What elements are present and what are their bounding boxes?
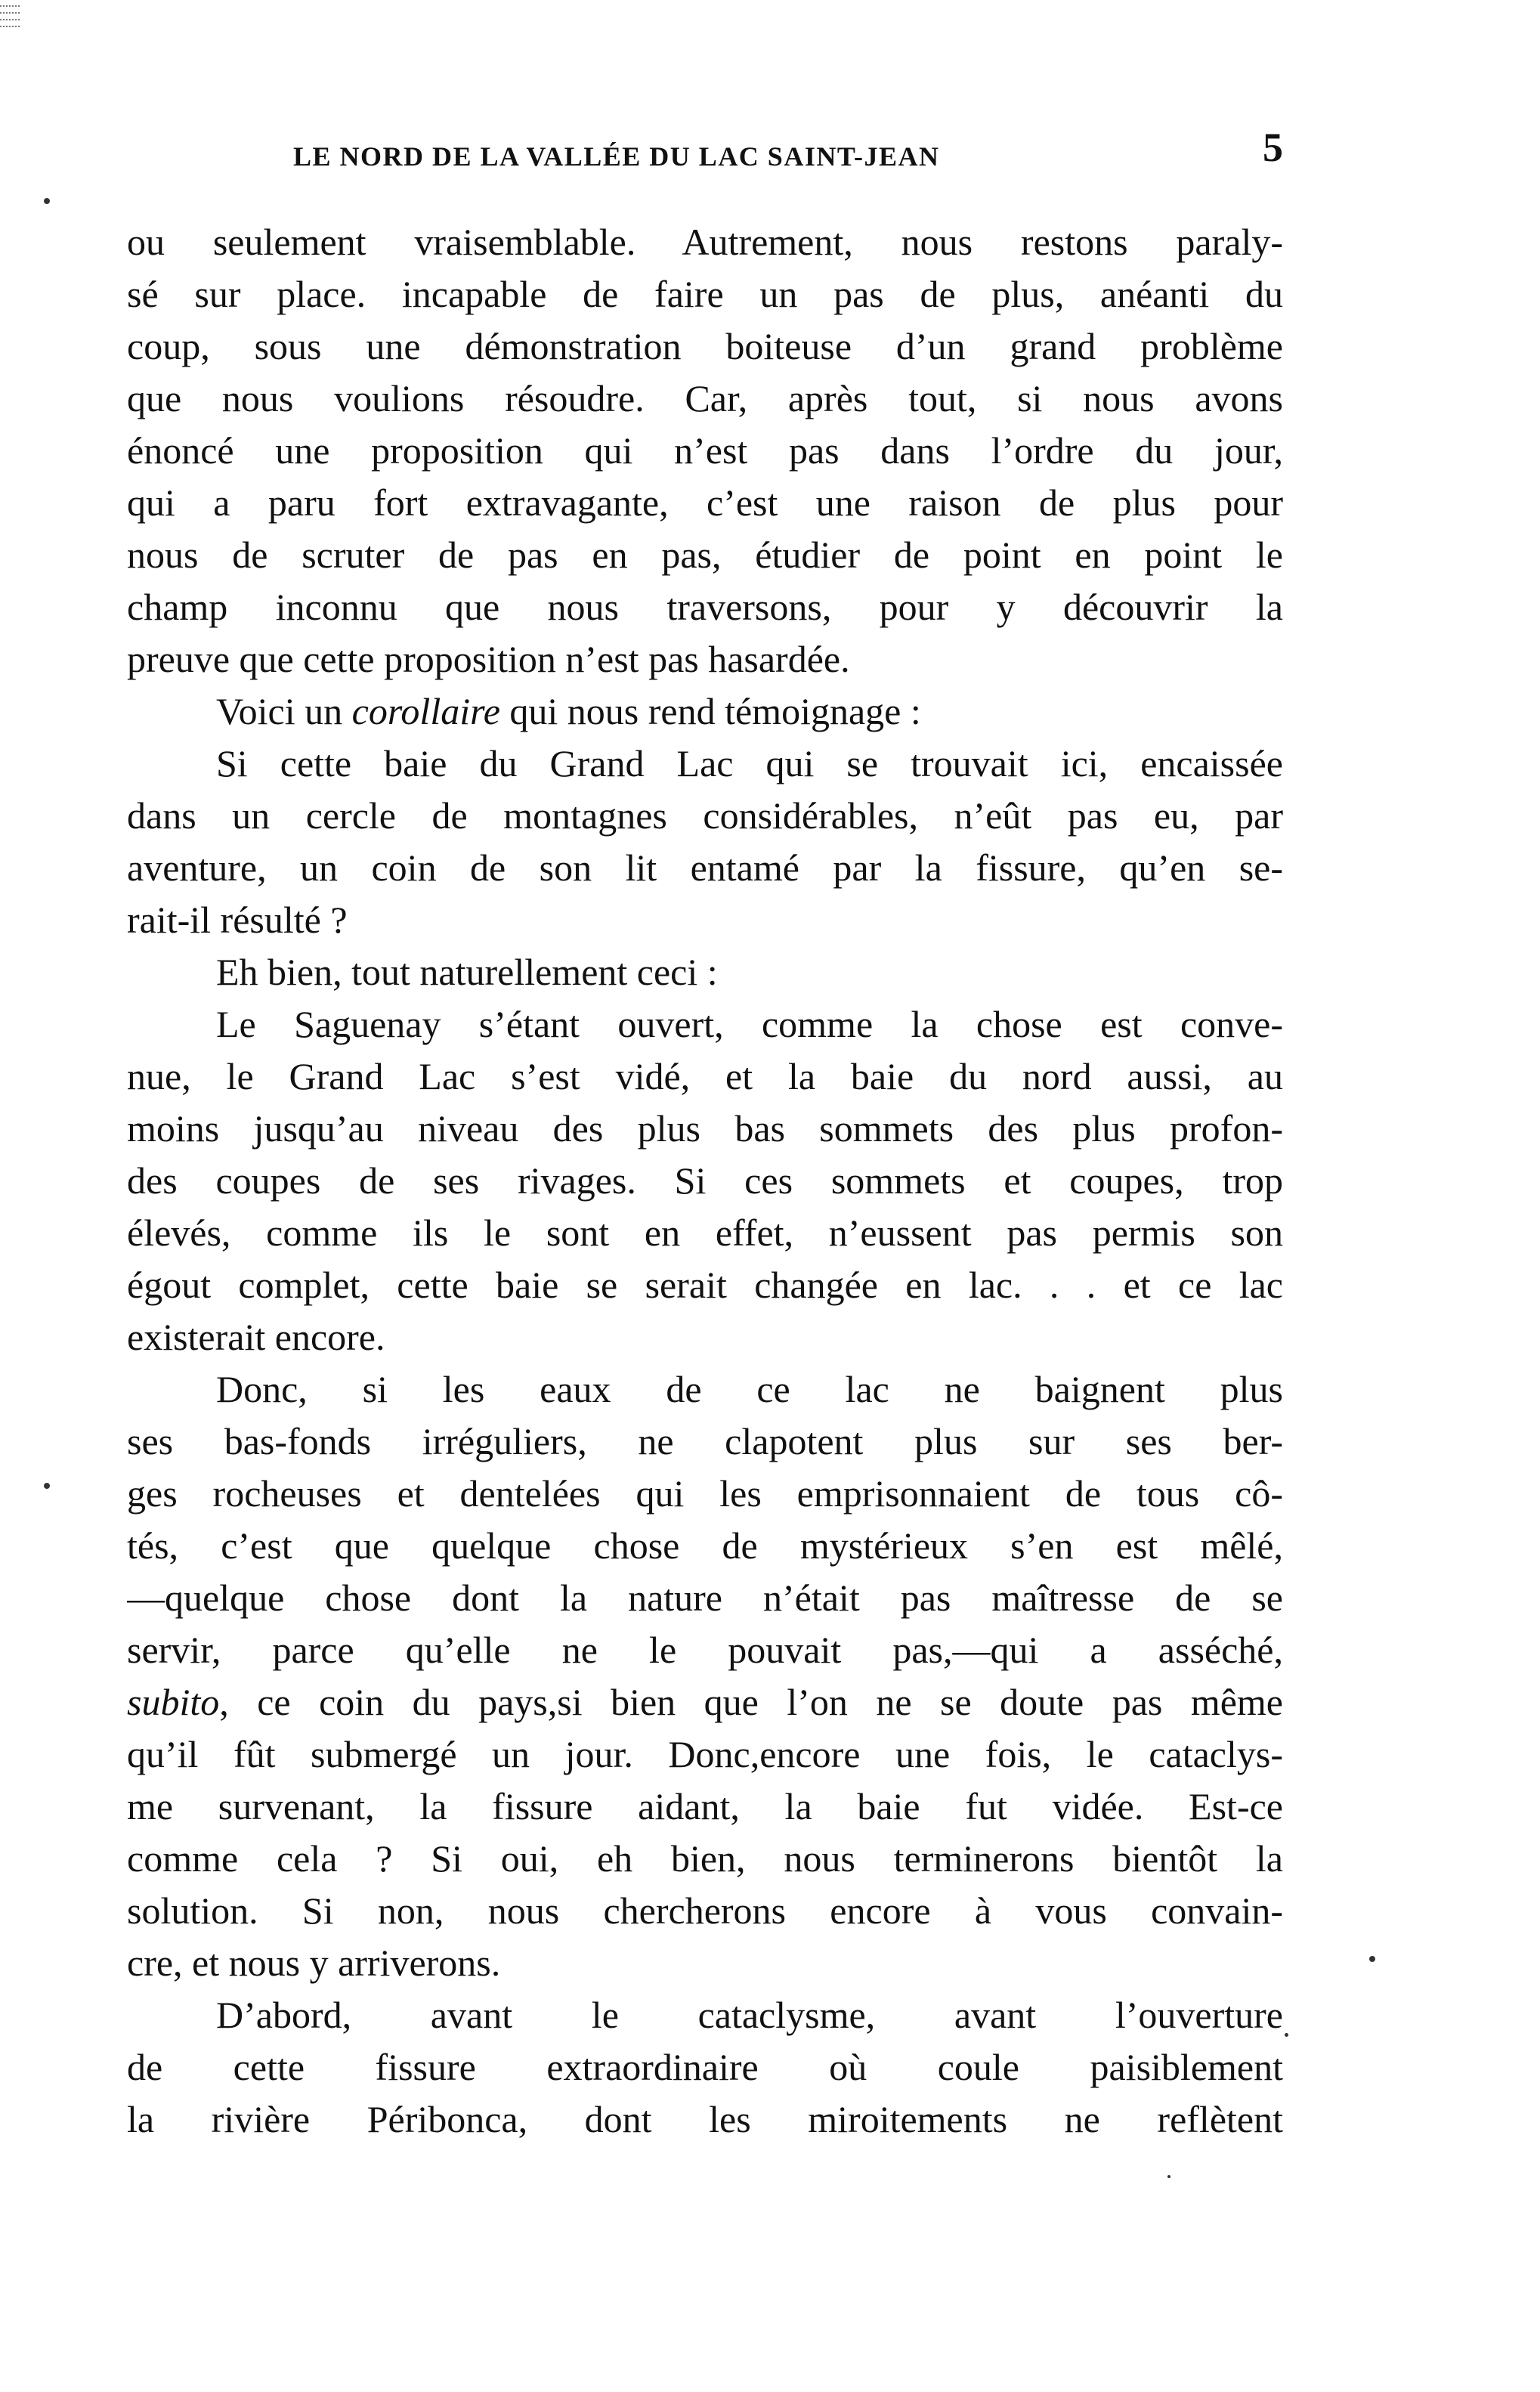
text-line: cre, et nous y arriverons. bbox=[127, 1942, 501, 1984]
text-line: Le Saguenay s’étant ouvert, comme la chose est conve- bbox=[216, 1003, 1283, 1045]
text-line: solution. Si non, nous chercherons encore à vous convain- bbox=[127, 1889, 1283, 1932]
text-line: qui a paru fort extravagante, c’est une raison de plus pour bbox=[127, 481, 1283, 524]
text-line: comme cela ? Si oui, eh bien, nous terminerons bientôt la bbox=[127, 1837, 1283, 1880]
text-line: aventure, un coin de son lit entamé par la fissure, qu’en se- bbox=[127, 846, 1283, 889]
text-line: Voici un corollaire qui nous rend témoignage : bbox=[216, 690, 921, 732]
text-line: Donc, si les eaux de ce lac ne baignent plus bbox=[216, 1368, 1283, 1410]
body-text bbox=[127, 216, 1283, 2146]
text-line: que nous voulions résoudre. Car, après tout, si nous avons bbox=[127, 377, 1283, 419]
text-line: me survenant, la fissure aidant, la baie fut vidée. Est-ce bbox=[127, 1785, 1283, 1827]
scan-speck bbox=[1167, 2175, 1170, 2178]
text-line: énoncé une proposition qui n’est pas dans l’ordre du jour, bbox=[127, 429, 1283, 472]
italic-word: corollaire bbox=[351, 690, 500, 732]
text-line: nue, le Grand Lac s’est vidé, et la baie du nord aussi, au bbox=[127, 1055, 1283, 1097]
text-line: subito, ce coin du pays,si bien que l’on ne se doute pas même bbox=[127, 1681, 1283, 1723]
text-line: la rivière Péribonca, dont les miroitements ne reflètent bbox=[127, 2098, 1283, 2140]
text-line: existerait encore. bbox=[127, 1316, 385, 1358]
scan-speck bbox=[44, 1483, 50, 1489]
text-line: ou seulement vraisemblable. Autrement, nous restons paraly- bbox=[127, 221, 1283, 263]
text-line: élevés, comme ils le sont en effet, n’eussent pas permis son bbox=[127, 1211, 1283, 1254]
text-line: ges rocheuses et dentelées qui les emprisonnaient de tous cô- bbox=[127, 1472, 1283, 1515]
text-line: preuve que cette proposition n’est pas hasardée. bbox=[127, 638, 850, 680]
running-header bbox=[127, 127, 1283, 187]
text-line: de cette fissure extraordinaire où coule paisiblement bbox=[127, 2046, 1283, 2088]
running-title: LE NORD DE LA VALLÉE DU LAC SAINT-JEAN bbox=[293, 141, 940, 172]
text-line: D’abord, avant le cataclysme, avant l’ouverture bbox=[216, 1994, 1283, 2036]
text-line: —quelque chose dont la nature n’était pas maîtresse de se bbox=[127, 1577, 1283, 1619]
text-line: dans un cercle de montagnes considérables, n’eût pas eu, par bbox=[127, 794, 1283, 837]
text-line: Si cette baie du Grand Lac qui se trouvait ici, encaissée bbox=[216, 742, 1283, 784]
text-line: coup, sous une démonstration boiteuse d’un grand problème bbox=[127, 325, 1283, 367]
text-line: Eh bien, tout naturellement ceci : bbox=[216, 951, 718, 993]
text-line: tés, c’est que quelque chose de mystérieux s’en est mêlé, bbox=[127, 1524, 1283, 1567]
text-line: servir, parce qu’elle ne le pouvait pas,—qui a asséché, bbox=[127, 1629, 1283, 1671]
scan-margin-marks bbox=[0, 0, 30, 60]
text-line: ses bas-fonds irréguliers, ne clapotent plus sur ses ber- bbox=[127, 1420, 1283, 1462]
text-line: égout complet, cette baie se serait changée en lac. . . et ce lac bbox=[127, 1264, 1283, 1306]
italic-word: subito bbox=[127, 1681, 220, 1723]
scan-speck bbox=[1369, 1956, 1375, 1962]
text-line: rait-il résulté ? bbox=[127, 899, 348, 941]
text-line: qu’il fût submergé un jour. Donc,encore une fois, le cataclys- bbox=[127, 1733, 1283, 1775]
text-line: champ inconnu que nous traversons, pour y découvrir la bbox=[127, 586, 1283, 628]
text-line: moins jusqu’au niveau des plus bas sommets des plus profon- bbox=[127, 1107, 1283, 1150]
text-line: sé sur place. incapable de faire un pas de plus, anéanti du bbox=[127, 273, 1283, 315]
text-line: des coupes de ses rivages. Si ces sommets et coupes, trop bbox=[127, 1159, 1283, 1202]
scan-speck bbox=[44, 198, 50, 204]
page-number: 5 bbox=[1263, 125, 1283, 170]
scan-speck bbox=[1285, 2033, 1288, 2037]
text-line: nous de scruter de pas en pas, étudier de point en point le bbox=[127, 534, 1283, 576]
